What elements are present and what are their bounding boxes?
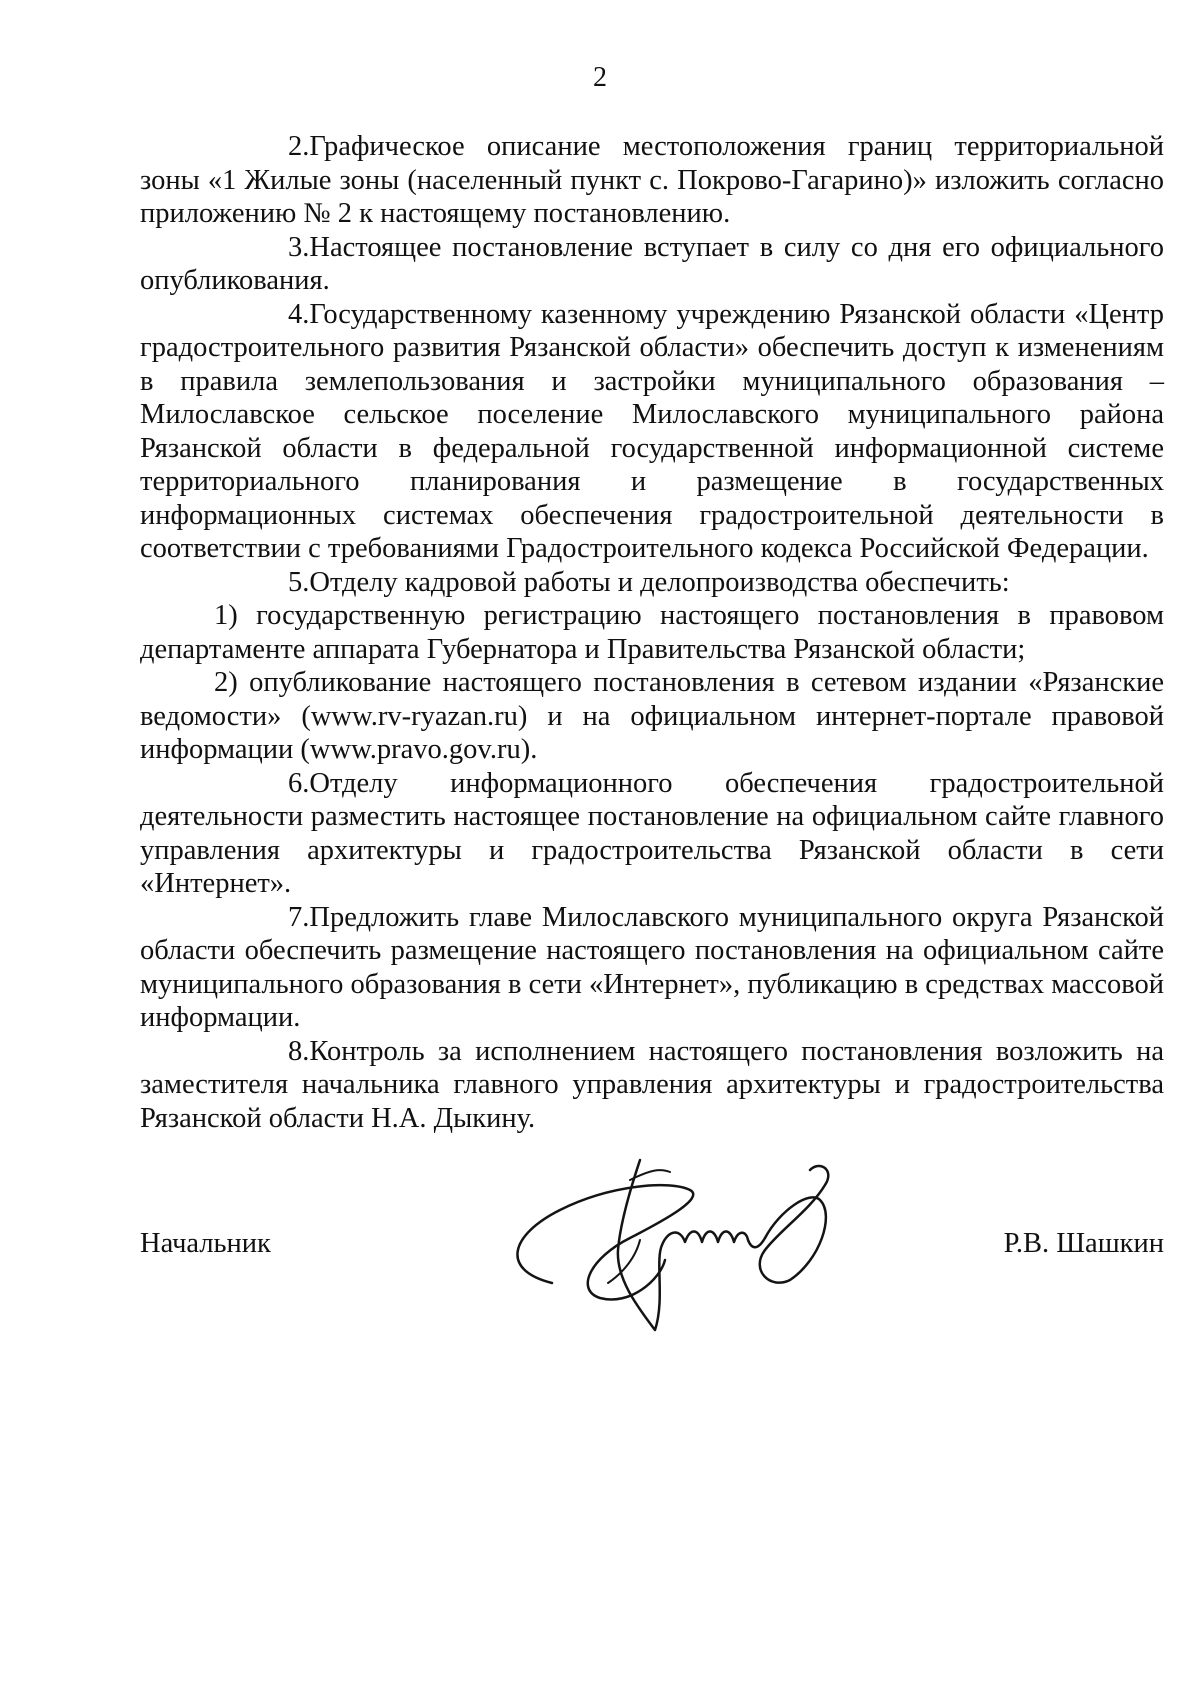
paragraph-number: 6. — [288, 767, 310, 799]
paragraph-text: Отделу кадровой работы и делопроизводства обеспечить: — [309, 566, 1010, 598]
paragraph-text: Контроль за исполнением настоящего постановления возложить на заместителя начальника главного управления архитектуры и градостроительства Рязанской области Н.А. Дыкину. — [140, 1035, 1164, 1134]
handwritten-signature — [490, 1150, 870, 1335]
paragraph-text: Государственному казенному учреждению Рязанской области «Центр градостроительного развития Рязанской области» обеспечить доступ к изменениям в правила землепользования и застройки муниципального образования – Милославское сельское поселение Милославского муниципального района Рязанской области в федеральной государственной информационной системе территориального планирования и размещение в государственных информационных системах обеспечения градостроительной деятельности в соответствии с требованиями Градостроительного кодекса Российской Федерации. — [140, 298, 1164, 564]
paragraph-5-1 — [140, 599, 1164, 666]
page-number: 2 — [593, 62, 607, 93]
paragraph-text: Настоящее постановление вступает в силу со дня его официального опубликования. — [140, 231, 1164, 296]
paragraph-number: 3. — [288, 231, 310, 263]
paragraph-number: 2. — [288, 131, 310, 162]
paragraph-text: 2) опубликование настоящего постановления в сетевом издании «Рязанские ведомости» (www.rv-ryazan.ru) и на официальном интернет-портале правовой информации (www.pravo.gov.ru). — [140, 667, 1164, 765]
paragraph-number: 8. — [288, 1035, 310, 1067]
signatory-title: Начальник — [140, 1228, 271, 1259]
paragraph-text: Графическое описание местоположения границ территориальной зоны «1 Жилые зоны (населенный пункт с. Покрово-Гагарино)» изложить согласно приложению № 2 к настоящему постановлению. — [140, 131, 1164, 229]
paragraph-3 — [140, 231, 1164, 298]
paragraph-number: 5. — [288, 566, 310, 598]
signature-tail-stroke — [760, 1166, 829, 1283]
signatory-name: Р.В. Шашкин — [1003, 1228, 1164, 1259]
paragraph-number: 4. — [288, 298, 310, 330]
paragraph-text: Предложить главе Милославского муниципального округа Рязанской области обеспечить размещение настоящего постановления на официальном сайте муниципального образования в сети «Интернет», публикацию в средствах массовой информации. — [140, 901, 1164, 1033]
paragraph-7 — [140, 901, 1164, 1035]
document-body — [140, 130, 1164, 1135]
paragraph-number: 7. — [288, 901, 310, 933]
paragraph-5-2 — [140, 666, 1164, 767]
signature-loop-stroke — [517, 1185, 693, 1299]
paragraph-4 — [140, 298, 1164, 566]
paragraph-6 — [140, 767, 1164, 901]
signature-underline-stroke — [608, 1240, 640, 1283]
paragraph-text: Отделу информационного обеспечения градостроительной деятельности разместить настоящее постановление на официальном сайте главного управления архитектуры и градостроительства Рязанской области в сети «Интернет». — [140, 767, 1164, 899]
paragraph-5 — [140, 566, 1164, 600]
paragraph-2 — [140, 130, 1164, 231]
paragraph-text: 1) государственную регистрацию настоящего постановления в правовом департаменте аппарата Губернатора и Правительства Рязанской области; — [140, 600, 1164, 665]
paragraph-8 — [140, 1035, 1164, 1136]
